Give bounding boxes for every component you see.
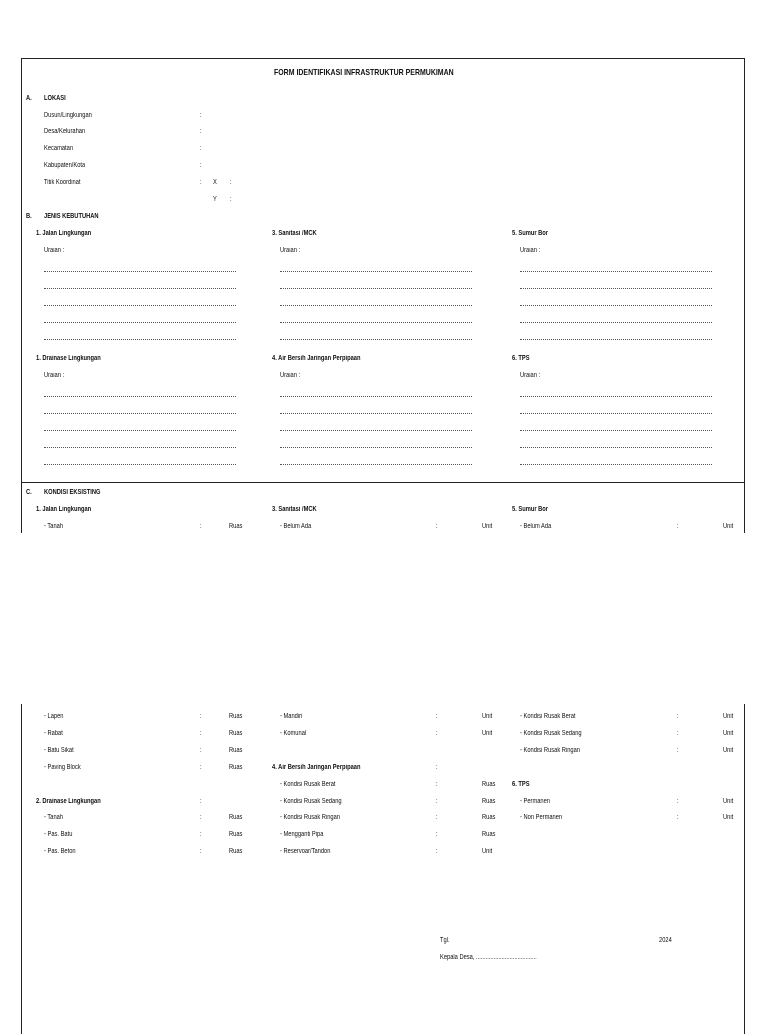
colon: :	[200, 145, 202, 152]
uraian-line[interactable]	[520, 271, 712, 272]
uraian-line[interactable]	[280, 464, 472, 465]
kebutuhan-sanitasi-heading: 3. Sanitasi /MCK	[272, 230, 317, 237]
kondisi-row-label: - Kondisi Rusak Sedang	[520, 730, 582, 737]
colon: :	[200, 523, 202, 530]
kondisi-row-label: - Tanah	[44, 523, 64, 530]
kondisi-row-label: - Kondisi Rusak Ringan	[520, 747, 580, 754]
colon: :	[436, 848, 438, 855]
kondisi-row-label: - Kondisi Rusak Sedang	[280, 798, 342, 805]
kondisi-row-unit: Unit	[482, 713, 493, 720]
kondisi-drainase-heading: 2. Drainase Lingkungan	[36, 798, 101, 805]
colon: :	[436, 831, 438, 838]
kondisi-row-label: - Kondisi Rusak Ringan	[280, 814, 340, 821]
colon: :	[200, 798, 202, 805]
kondisi-row-unit: Unit	[723, 747, 734, 754]
form-page-bottom	[21, 704, 745, 1034]
uraian-line[interactable]	[520, 305, 712, 306]
kepala-desa-label: Kepala Desa, ......................................	[440, 954, 537, 961]
kondisi-row-unit: Ruas	[229, 523, 243, 530]
kondisi-row-label: - Tanah	[44, 814, 64, 821]
uraian-line[interactable]	[280, 447, 472, 448]
uraian-line[interactable]	[520, 339, 712, 340]
kondisi-row-label: - Paving Block	[44, 764, 81, 771]
kondisi-air-bersih-heading: 4. Air Bersih Jaringan Perpipaan	[272, 764, 361, 771]
kondisi-sumur-heading: 5. Sumur Bor	[512, 506, 549, 513]
uraian-line[interactable]	[280, 430, 472, 431]
year-label: 2024	[659, 937, 672, 944]
kondisi-row-unit: Ruas	[482, 798, 496, 805]
uraian-line[interactable]	[280, 322, 472, 323]
kondisi-jalan-heading: 1. Jalan Lingkungan	[36, 506, 92, 513]
kondisi-row-unit: Ruas	[482, 781, 496, 788]
kondisi-row-unit: Unit	[723, 798, 734, 805]
uraian-line[interactable]	[44, 305, 236, 306]
uraian-line[interactable]	[44, 464, 236, 465]
uraian-label: Uraian :	[44, 372, 65, 379]
kondisi-row-unit: Ruas	[482, 814, 496, 821]
uraian-line[interactable]	[280, 396, 472, 397]
uraian-line[interactable]	[280, 339, 472, 340]
uraian-line[interactable]	[520, 447, 712, 448]
uraian-line[interactable]	[280, 305, 472, 306]
kondisi-row-label: - Pas. Beton	[44, 848, 76, 855]
colon: :	[230, 196, 232, 203]
colon: :	[436, 798, 438, 805]
kondisi-tps-heading: 6. TPS	[512, 781, 530, 788]
kondisi-row-label: - Mengganti Pipa	[280, 831, 324, 838]
section-b-letter: B.	[26, 213, 32, 220]
kondisi-row-unit: Unit	[482, 848, 493, 855]
colon: :	[200, 814, 202, 821]
colon: :	[200, 179, 202, 186]
colon: :	[200, 112, 202, 119]
uraian-label: Uraian :	[520, 247, 541, 254]
kondisi-row-unit: Ruas	[229, 848, 243, 855]
field-kabupaten-label: Kabupaten/Kota	[44, 162, 86, 169]
kondisi-row-label: - Belum Ada	[520, 523, 552, 530]
colon: :	[200, 848, 202, 855]
kondisi-row-label: - Komunal	[280, 730, 307, 737]
colon: :	[677, 798, 679, 805]
field-koordinat-label: Titik Koordinat	[44, 179, 81, 186]
colon: :	[677, 713, 679, 720]
uraian-line[interactable]	[520, 288, 712, 289]
colon: :	[200, 128, 202, 135]
kebutuhan-sumur-heading: 5. Sumur Bor	[512, 230, 549, 237]
kebutuhan-jalan-heading: 1. Jalan Lingkungan	[36, 230, 92, 237]
colon: :	[436, 523, 438, 530]
colon: :	[436, 713, 438, 720]
kondisi-row-label: - Rabat	[44, 730, 63, 737]
tgl-label: Tgl.	[440, 937, 450, 944]
section-a-title: LOKASI	[44, 95, 66, 102]
colon: :	[200, 831, 202, 838]
colon: :	[436, 730, 438, 737]
kondisi-row-unit: Ruas	[229, 747, 243, 754]
uraian-line[interactable]	[280, 288, 472, 289]
uraian-line[interactable]	[44, 430, 236, 431]
kebutuhan-drainase-heading: 1. Drainase Lingkungan	[36, 355, 101, 362]
kondisi-row-label: - Lapen	[44, 713, 64, 720]
colon: :	[200, 730, 202, 737]
uraian-line[interactable]	[44, 271, 236, 272]
kondisi-row-label: - Permanen	[520, 798, 550, 805]
section-b-title: JENIS KEBUTUHAN	[44, 213, 99, 220]
kondisi-row-unit: Unit	[723, 523, 734, 530]
colon: :	[677, 523, 679, 530]
kondisi-row-label: - Mandiri	[280, 713, 303, 720]
uraian-line[interactable]	[520, 396, 712, 397]
kondisi-row-unit: Unit	[723, 730, 734, 737]
uraian-label: Uraian :	[44, 247, 65, 254]
uraian-line[interactable]	[44, 339, 236, 340]
colon: :	[200, 713, 202, 720]
uraian-line[interactable]	[44, 288, 236, 289]
kondisi-row-label: - Reservoar/Tandon	[280, 848, 331, 855]
kondisi-row-unit: Ruas	[229, 730, 243, 737]
field-dusun-label: Dusun/Lingkungan	[44, 112, 92, 119]
kondisi-row-unit: Ruas	[229, 713, 243, 720]
kondisi-row-unit: Unit	[723, 713, 734, 720]
kondisi-row-label: - Batu Sikat	[44, 747, 74, 754]
kondisi-row-unit: Ruas	[229, 764, 243, 771]
section-a-letter: A.	[26, 95, 32, 102]
colon: :	[200, 162, 202, 169]
uraian-line[interactable]	[520, 413, 712, 414]
uraian-line[interactable]	[44, 396, 236, 397]
x-label: X	[213, 179, 217, 186]
kondisi-row-unit: Unit	[482, 523, 493, 530]
uraian-line[interactable]	[280, 271, 472, 272]
uraian-line[interactable]	[44, 322, 236, 323]
kebutuhan-air-bersih-heading: 4. Air Bersih Jaringan Perpipaan	[272, 355, 361, 362]
kondisi-row-unit: Unit	[482, 730, 493, 737]
colon: :	[200, 764, 202, 771]
uraian-label: Uraian :	[280, 372, 301, 379]
form-page-top	[21, 58, 745, 533]
colon: :	[677, 747, 679, 754]
uraian-line[interactable]	[280, 413, 472, 414]
field-desa-label: Desa/Kelurahan	[44, 128, 86, 135]
kondisi-row-unit: Unit	[723, 814, 734, 821]
kondisi-row-label: - Kondisi Rusak Berat	[280, 781, 336, 788]
kondisi-row-label: - Belum Ada	[280, 523, 312, 530]
y-label: Y	[213, 196, 217, 203]
uraian-line[interactable]	[520, 464, 712, 465]
uraian-line[interactable]	[44, 447, 236, 448]
kebutuhan-tps-heading: 6. TPS	[512, 355, 530, 362]
section-c-divider	[21, 482, 745, 483]
kondisi-row-unit: Ruas	[229, 814, 243, 821]
form-title: FORM IDENTIFIKASI INFRASTRUKTUR PERMUKIMAN	[274, 67, 454, 77]
uraian-label: Uraian :	[280, 247, 301, 254]
uraian-line[interactable]	[520, 322, 712, 323]
kondisi-sanitasi-heading: 3. Sanitasi /MCK	[272, 506, 317, 513]
colon: :	[677, 730, 679, 737]
colon: :	[200, 747, 202, 754]
kondisi-row-label: - Non Permanen	[520, 814, 563, 821]
colon: :	[436, 764, 438, 771]
colon: :	[436, 814, 438, 821]
colon: :	[230, 179, 232, 186]
uraian-line[interactable]	[520, 430, 712, 431]
kondisi-row-unit: Ruas	[482, 831, 496, 838]
kondisi-row-unit: Ruas	[229, 831, 243, 838]
uraian-label: Uraian :	[520, 372, 541, 379]
section-c-title: KONDISI EKSISTING	[44, 489, 101, 496]
section-c-letter: C.	[26, 489, 32, 496]
colon: :	[436, 781, 438, 788]
kondisi-row-label: - Pas. Batu	[44, 831, 73, 838]
kondisi-row-label: - Kondisi Rusak Berat	[520, 713, 576, 720]
colon: :	[677, 814, 679, 821]
uraian-line[interactable]	[44, 413, 236, 414]
field-kecamatan-label: Kecamatan	[44, 145, 74, 152]
